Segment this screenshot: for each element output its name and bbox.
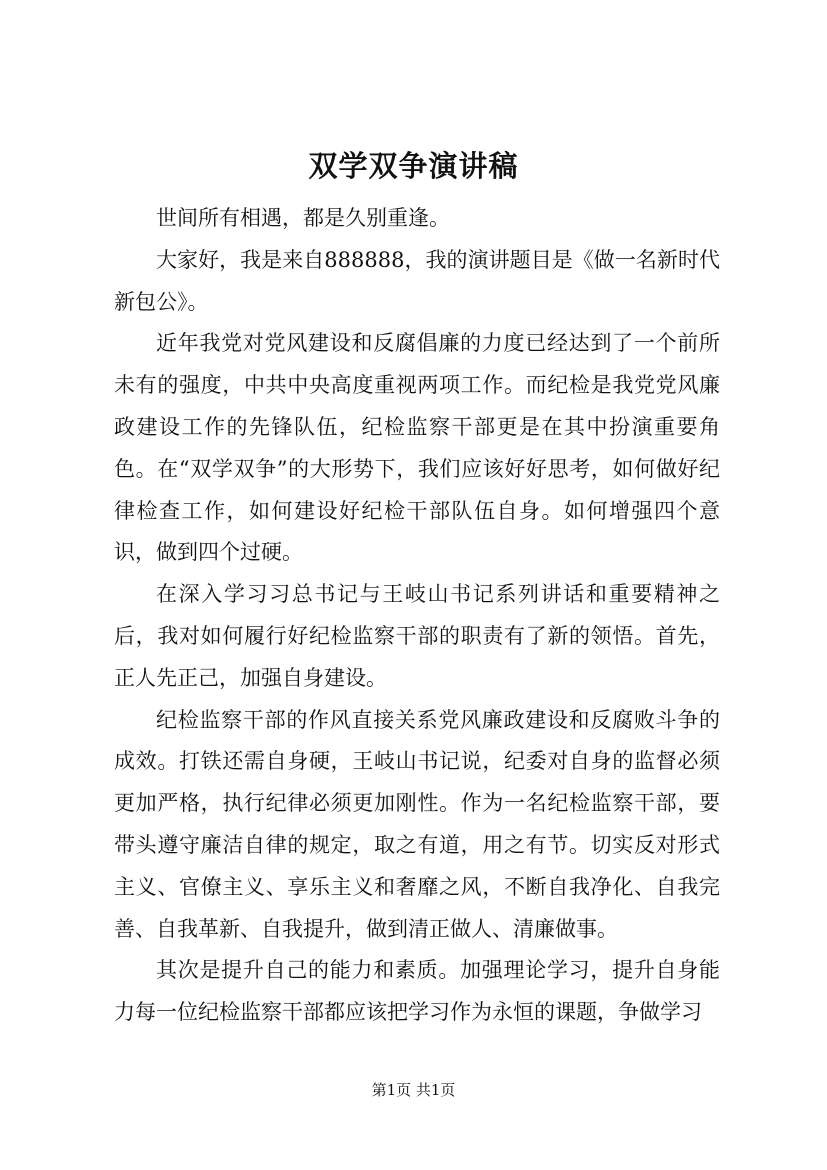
paragraph: 其次是提升自己的能力和素质。加强理论学习，提升自身能力每一位纪检监察干部都应该把学习作为永恒的课题，争做学习 (114, 958, 720, 1025)
document-title: 双学双争演讲稿 (308, 149, 519, 183)
page-footer: 第1页 共1页 (371, 1081, 456, 1099)
paragraph: 世间所有相遇，都是久别重逢。 (156, 206, 450, 230)
document-body (114, 198, 720, 1034)
paragraph: 大家好，我是来自888888，我的演讲题目是《做一名新时代新包公》。 (114, 247, 720, 314)
paragraph: 在深入学习习总书记与王岐山书记系列讲话和重要精神之后，我对如何履行好纪检监察干部的职责有了新的领悟。首先，正人先正己，加强自身建设。 (114, 582, 720, 690)
paragraph: 纪检监察干部的作风直接关系党风廉政建设和反腐败斗争的成效。打铁还需自身硬，王岐山书记说，纪委对自身的监督必须更加严格，执行纪律必须更加刚性。作为一名纪检监察干部，要带头遵守廉洁自律的规定，取之有道，用之有节。切实反对形式主义、官僚主义、享乐主义和奢靡之风，不断自我净化、自我完善、自我革新、自我提升，做到清正做人、清廉做事。 (114, 707, 720, 941)
paragraph: 近年我党对党风建设和反腐倡廉的力度已经达到了一个前所未有的强度，中共中央高度重视两项工作。而纪检是我党党风廉政建设工作的先锋队伍，纪检监察干部更是在其中扮演重要角色。在“双学双争”的大形势下，我们应该好好思考，如何做好纪律检查工作，如何建设好纪检干部队伍自身。如何增强四个意识，做到四个过硬。 (114, 331, 720, 565)
